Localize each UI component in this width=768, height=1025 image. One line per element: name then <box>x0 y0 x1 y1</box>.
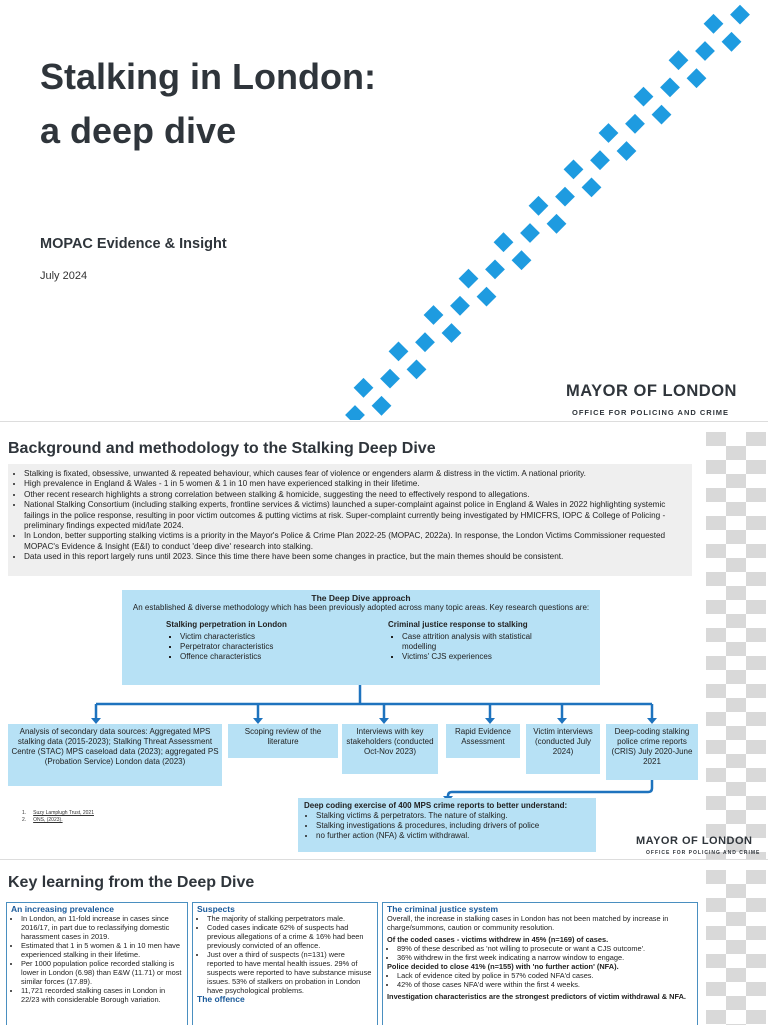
list-item: • Per 1000 population police recorded stalking is lower in London (6.98) than E&W (11.71) or most similar forces (17.89). <box>21 959 183 986</box>
mopac-logo-subtitle: OFFICE FOR POLICING AND CRIME <box>572 408 730 417</box>
mopac-logo-subtitle: OFFICE FOR POLICING AND CRIME <box>646 850 761 856</box>
panel-title: Suspects <box>197 904 235 914</box>
method-box-interviews: Interviews with key stakeholders (conducted Oct-Nov 2023) <box>342 724 438 774</box>
panel-title: The criminal justice system <box>387 904 499 914</box>
list-item: • 11,721 recorded stalking cases in London in 22/23 with considerable Borough variation. <box>21 986 183 1004</box>
col2-title: Criminal justice response to stalking <box>388 620 528 629</box>
footnote-2: ONS, (2023). <box>33 817 63 823</box>
list-item: ▪ Case attrition analysis with statistical modelling <box>402 632 548 652</box>
method-box-victim-interviews: Victim interviews (conducted July 2024) <box>526 724 600 774</box>
deep-title: Deep coding exercise of 400 MPS crime reports to better understand: <box>304 801 568 810</box>
mayor-of-london-logo: MAYOR OF LONDON <box>566 382 737 400</box>
panel-suspects <box>192 902 378 1025</box>
methodology-connector-arrows <box>0 422 768 859</box>
panel-title: An increasing prevalence <box>11 904 114 914</box>
method-box-secondary-data: Analysis of secondary data sources: Aggregated MPS stalking data (2015-2023); Stalking Threat Assessment Centre (STAC) MPS caseload data (2023); aggregated PS (Probation Service) London data (2023) <box>8 724 222 786</box>
list-item: ▪ Perpetrator characteristics <box>180 642 346 652</box>
list-item: • Stalking investigations & procedures, including drivers of police <box>316 821 590 831</box>
background-bullet: • National Stalking Consortium (including stalking experts, frontline services & victims) launched a super-complaint against police in England & Wales in 2022 highlighting systemic failings in the police response, resulting in poor victim outcomes & putting victims at risk. Super-complaint currently being investigated by HMICFRS, IOPC & College of Policing - preliminary findings expected mid/late 2024. <box>24 500 686 531</box>
background-bullet: • Other recent research highlights a strong correlation between stalking & homicide, suggesting the need to effectively respond to allegations. <box>24 490 686 500</box>
col1-title: Stalking perpetration in London <box>166 620 287 629</box>
panel-prevalence <box>6 902 188 1025</box>
list-item: • In London, an 11-fold increase in cases since 2016/17, in part due to reclassifying domestic harassment cases in 2019. <box>21 914 183 941</box>
report-subtitle: MOPAC Evidence & Insight <box>40 236 227 252</box>
background-bullet: • Stalking is fixated, obsessive, unwanted & repeated behaviour, which causes fear of violence or engenders alarm & distress in the victim. A national priority. <box>24 469 686 479</box>
cjs-predictors-line: Investigation characteristics are the strongest predictors of victim withdrawal & NFA. <box>387 992 686 1001</box>
deep-coding-exercise-box <box>298 798 596 852</box>
cjs-withdrew-line: Of the coded cases - victims withdrew in 45% (n=169) of cases. <box>387 935 609 944</box>
list-item: • 89% of these described as 'not willing to prosecute or want a CJS outcome'. <box>397 944 693 953</box>
list-item: • Coded cases indicate 62% of suspects had previous allegations of a crime & 16% had been previously convicted of an offence. <box>207 923 373 950</box>
approach-intro: An established & diverse methodology which has been previously adopted across many topic areas. Key research questions are: <box>132 603 590 612</box>
title-slide <box>0 0 768 420</box>
report-date: July 2024 <box>40 270 88 282</box>
footnotes: 1. Suzy Lamplugh Trust, 2021 2. ONS, (2023). <box>22 810 94 823</box>
list-item: • The majority of stalking perpetrators male. <box>207 914 373 923</box>
mayor-of-london-logo: MAYOR OF LONDON <box>636 835 753 847</box>
list-item: • 42% of those cases NFA'd were within the first 4 weeks. <box>397 980 693 989</box>
panel-criminal-justice <box>382 902 698 1025</box>
list-item: ▪ Victims' CJS experiences <box>402 652 548 662</box>
footnote-1: Suzy Lamplugh Trust, 2021 <box>33 810 94 816</box>
list-item: • Just over a third of suspects (n=131) were reported to have mental health issues. 29% of suspects were reported to have substance misuse issues. 53% of stalkers on probation in London have psychological problems. <box>207 950 373 995</box>
background-bullet: • Data used in this report largely runs until 2023. Since this time there have been some changes in practice, but the main themes should be consistent. <box>24 552 686 562</box>
list-item: • Stalking victims & perpetrators. The nature of stalking. <box>316 811 590 821</box>
list-item: • no further action (NFA) & victim withdrawal. <box>316 831 590 841</box>
background-bullet: • High prevalence in England & Wales - 1 in 5 women & 1 in 10 men have experienced stalking in their lifetime. <box>24 479 686 489</box>
list-item: ▪ Offence characteristics <box>180 652 346 662</box>
report-title: Stalking in London: a deep dive <box>40 56 376 151</box>
key-learning-slide <box>0 859 768 1025</box>
slide-heading: Key learning from the Deep Dive <box>8 874 255 891</box>
method-box-scoping-review: Scoping review of the literature <box>228 724 338 758</box>
panel-subtitle-offence: The offence <box>197 994 245 1004</box>
cjs-intro: Overall, the increase in stalking cases in London has not been matched by increase in charge/summons, caution or community resolution. <box>387 914 669 932</box>
method-box-rapid-evidence: Rapid Evidence Assessment <box>446 724 520 758</box>
method-box-deep-coding: Deep-coding stalking police crime reports (CRIS) July 2020-June 2021 <box>606 724 698 780</box>
list-item: • Lack of evidence cited by police in 57% coded NFA'd cases. <box>397 971 693 980</box>
list-item: ▪ Victim characteristics <box>180 632 346 642</box>
slide-heading: Background and methodology to the Stalking Deep Dive <box>8 440 436 457</box>
list-item: • 36% withdrew in the first week indicating a narrow window to engage. <box>397 953 693 962</box>
approach-title: The Deep Dive approach <box>311 593 411 603</box>
list-item: • Estimated that 1 in 5 women & 1 in 10 men have experienced stalking in their lifetime. <box>21 941 183 959</box>
cjs-nfa-line: Police decided to close 41% (n=155) with 'no further action' (NFA). <box>387 962 619 971</box>
background-bullet: • In London, better supporting stalking victims is a priority in the Mayor's Police & Crime Plan 2022-25 (MOPAC, 2022a). In response, the London Victims Commissioner requested MOPAC's Evidence & Insight (E&I) to conduct 'deep dive' research into stalking. <box>24 531 686 552</box>
methodology-slide <box>0 421 768 859</box>
